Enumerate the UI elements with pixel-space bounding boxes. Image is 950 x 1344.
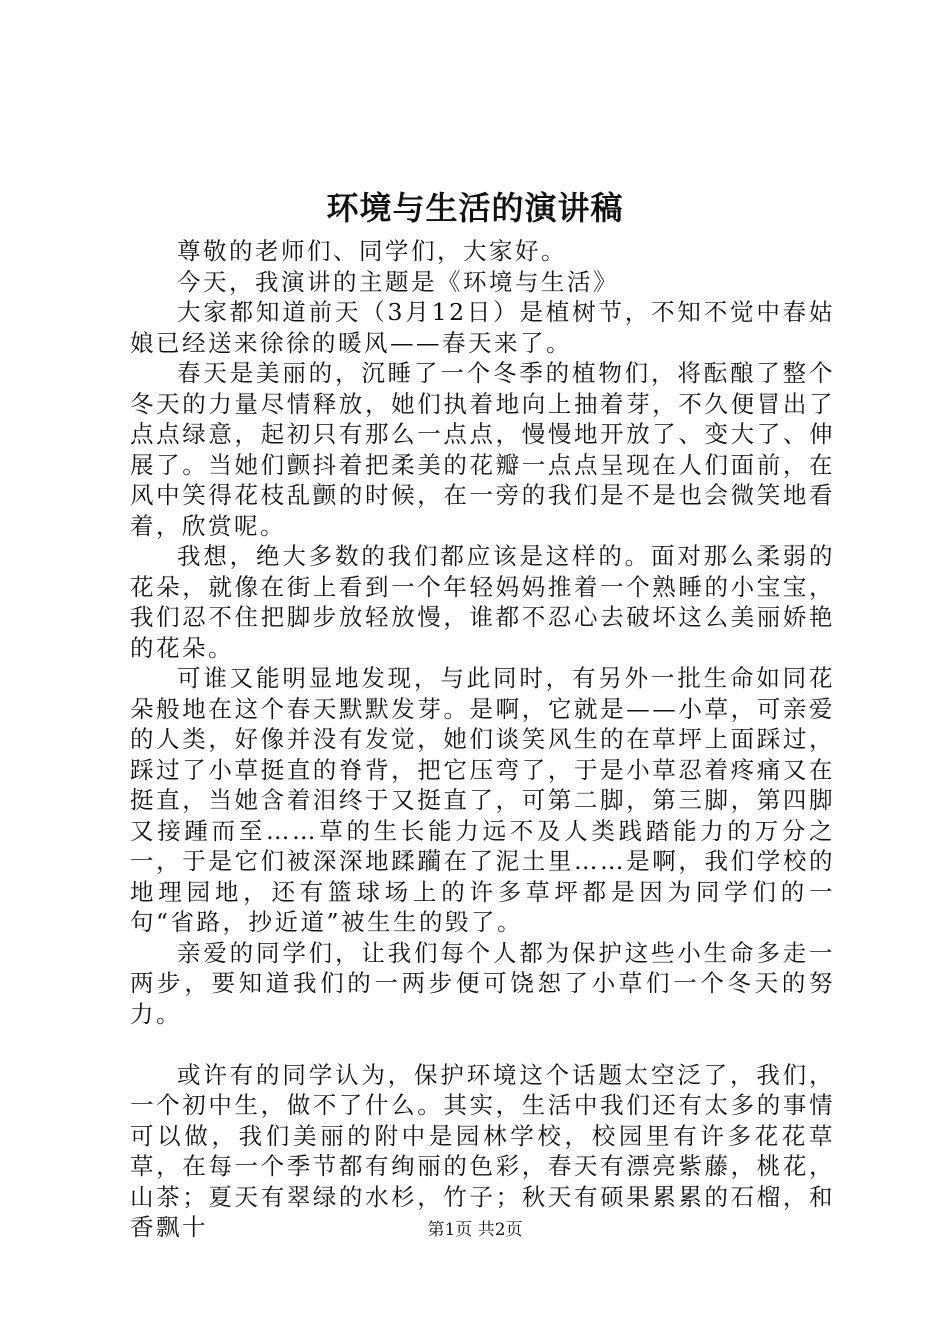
paragraph-spring: 春天是美丽的，沉睡了一个冬季的植物们，将酝酿了整个冬天的力量尽情释放，她们执着地向上抽着芽，不久便冒出了点点绿意，起初只有那么一点点，慢慢地开放了、变大了、伸展了。当她们颤抖着把柔美的花瓣一点点呈现在人们面前，在风中笑得花枝乱颤的时候，在一旁的我们是不是也会微笑地看着，欣赏呢。	[130, 359, 835, 540]
paragraph-topic: 今天，我演讲的主题是《环境与生活》	[177, 267, 619, 296]
paragraph-greeting: 尊敬的老师们、同学们，大家好。	[177, 237, 567, 265]
paragraph-campus: 或许有的同学认为，保护环境这个话题太空泛了，我们，一个初中生，做不了什么。其实，生活中我们还有太多的事情可以做，我们美丽的附中是园林学校，校园里有许多花花草草，在每一个季节都有绚丽的色彩，春天有漂亮紫藤，桃花，山茶；夏天有翠绿的水杉，竹子；秋天有硕果累累的石榴，和香飘十	[130, 1060, 835, 1241]
paragraph-appeal: 亲爱的同学们，让我们每个人都为保护这些小生命多走一两步，要知道我们的一两步便可饶恕了小草们一个冬天的努力。	[130, 938, 835, 1028]
page-footer: 第1页 共2页	[427, 1220, 523, 1240]
paragraph-grass: 可谁又能明显地发现，与此同时，有另外一批生命如同花朵般地在这个春天默默发芽。是啊，它就是——小草，可亲爱的人类，好像并没有发觉，她们谈笑风生的在草坪上面踩过，踩过了小草挺直的脊背，把它压弯了，于是小草忍着疼痛又在挺直，当她含着泪终于又挺直了，可第二脚，第三脚，第四脚又接踵而至……草的生长能力远不及人类践踏能力的万分之一，于是它们被深深地蹂躏在了泥土里……是啊，我们学校的地理园地，还有篮球场上的许多草坪都是因为同学们的一句“省路，抄近道”被生生的毁了。	[130, 664, 835, 936]
document-body	[130, 236, 835, 1243]
paragraph-flowers: 我想，绝大多数的我们都应该是这样的。面对那么柔弱的花朵，就像在街上看到一个年轻妈妈推着一个熟睡的小宝宝，我们忍不住把脚步放轻放慢，谁都不忍心去破坏这么美丽娇艳的花朵。	[130, 542, 835, 662]
paragraph-arbor-day: 大家都知道前天（3月12日）是植树节，不知不觉中春姑娘已经送来徐徐的暖风——春天来了。	[130, 298, 835, 357]
document-title: 环境与生活的演讲稿	[326, 189, 624, 227]
